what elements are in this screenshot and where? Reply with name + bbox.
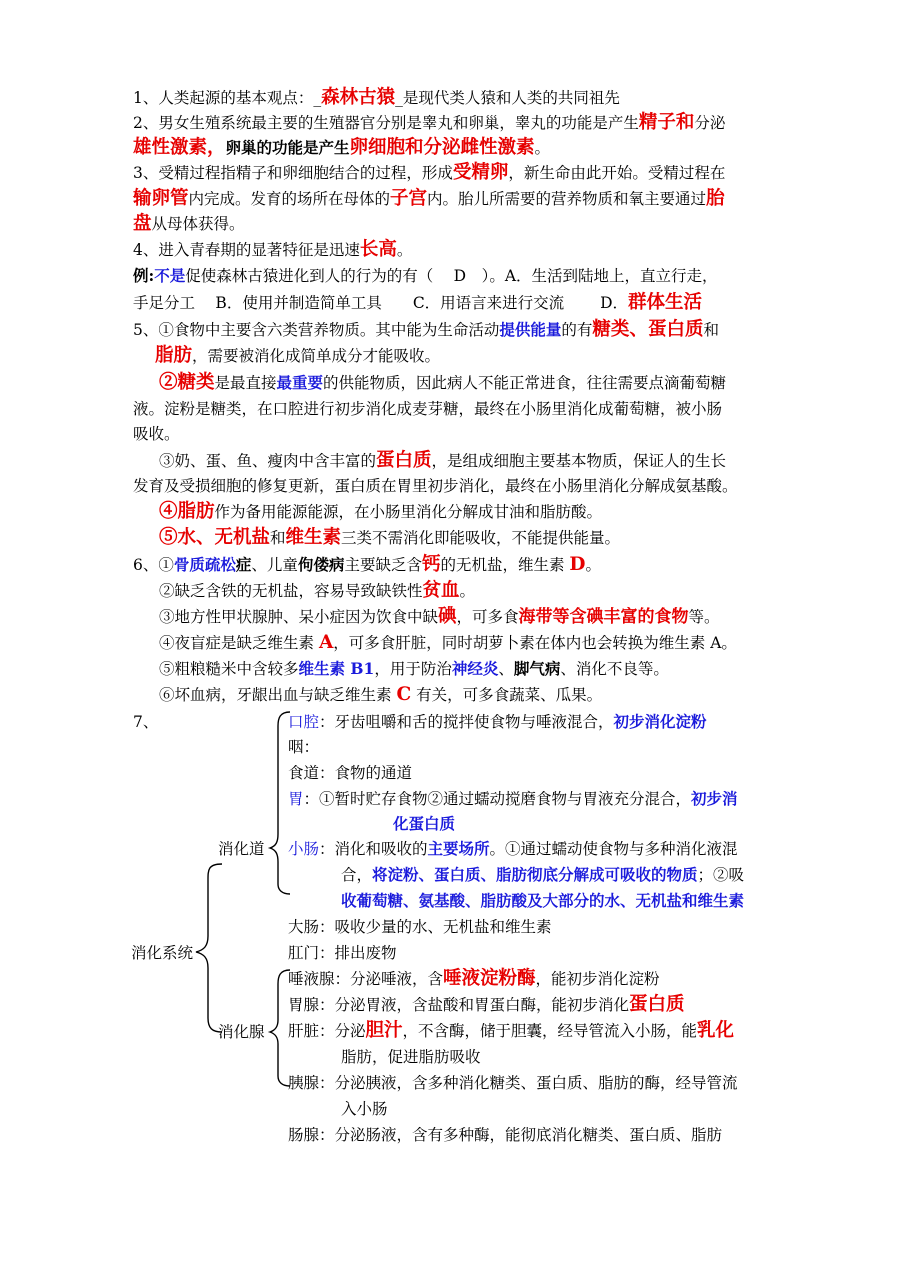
- item-pharynx: 咽：: [288, 738, 320, 756]
- line-q5-4: 液。淀粉是糖类，在口腔进行初步消化成麦芽糖，最终在小肠里消化成葡萄糖，被小肠: [133, 400, 723, 418]
- item-anus: 肛门：排出废物: [288, 944, 397, 962]
- line-q4: 4、进入青春期的显著特征是迅速长高。: [133, 239, 413, 260]
- label-digestive-glands: 消化腺: [218, 1023, 265, 1041]
- answer-ancestor: 森林古猿: [321, 87, 396, 108]
- item-stomach: 胃：①暂时贮存食物②通过蠕动搅磨食物与胃液充分混合，初步消: [288, 789, 738, 808]
- item-mouth: 口腔：牙齿咀嚼和舌的搅拌使食物与唾液混合，初步消化淀粉: [288, 712, 707, 731]
- item-liver: 肝脏：分泌胆汁，不含酶，储于胆囊，经导管流入小肠，能乳化: [288, 1020, 735, 1041]
- item-liver-2: 脂肪，促进脂肪吸收: [341, 1048, 481, 1066]
- line-q5-1: 5、①食物中主要含六类营养物质。其中能为生命活动提供能量的有糖类、蛋白质和: [133, 319, 719, 340]
- line-q3c: 盘从母体获得。: [133, 213, 245, 234]
- line-example-a: 例:不是促使森林古猿进化到人的行为的有（ D ）。A．生活到陆地上，直立行走，: [133, 266, 718, 285]
- line-q5-9: ⑤水、无机盐和维生素三类不需消化即能吸收，不能提供能量。: [159, 527, 621, 548]
- line-q6-5: ⑤粗粮糙米中含较多维生素 B1，用于防治神经炎、脚气病、消化不良等。: [159, 659, 669, 678]
- q7-number: 7、: [133, 713, 159, 731]
- item-stomach-cont: 化蛋白质: [393, 814, 456, 833]
- line-q6-6: ⑥坏血病，牙龈出血与缺乏维生素 C 有关，可多食蔬菜、瓜果。: [159, 684, 603, 705]
- line-q5-7: 发育及受损细胞的修复更新，蛋白质在胃里初步消化，最终在小肠里消化分解成氨基酸。: [133, 477, 738, 495]
- line-q5-6: ③奶、蛋、鱼、瘦肉中含丰富的蛋白质，是组成细胞主要基本物质，保证人的生长: [159, 450, 727, 471]
- line-q6-1: 6、①骨质疏松症、儿童佝偻病主要缺乏含钙的无机盐，维生素 D。: [133, 554, 601, 575]
- line-q5-8: ④脂肪作为备用能源能源，在小肠里消化分解成甘油和脂肪酸。: [159, 501, 603, 522]
- brace-glands: [270, 970, 290, 1086]
- line-q6-3: ③地方性甲状腺肿、呆小症因为饮食中缺碘，可多食海带等含碘丰富的食物等。: [159, 606, 720, 627]
- label-digestive-system: 消化系统: [131, 944, 194, 962]
- line-example-b: 手足分工 B．使用并制造简单工具 C．用语言来进行交流 D．群体生活: [133, 292, 703, 313]
- item-gastric-gland: 胃腺：分泌胃液，含盐酸和胃蛋白酶，能初步消化蛋白质: [288, 994, 685, 1015]
- item-large-intestine: 大肠：吸收少量的水、无机盐和维生素: [288, 918, 552, 936]
- item-small-intestine-3: 收葡萄糖、氨基酸、脂肪酸及大部分的水、无机盐和维生素: [341, 891, 745, 910]
- item-intestinal-gland: 肠腺：分泌肠液，含有多种酶，能彻底消化糖类、蛋白质、脂肪: [288, 1126, 723, 1144]
- item-salivary-gland: 唾液腺：分泌唾液，含唾液淀粉酶，能初步消化淀粉: [288, 968, 660, 989]
- line-q2b: 雄性激素，卵巢的功能是产生卵细胞和分泌雌性激素。: [133, 137, 551, 158]
- item-small-intestine-2: 合，将淀粉、蛋白质、脂肪彻底分解成可吸收的物质；②吸: [341, 865, 745, 884]
- brace-tract: [270, 712, 290, 894]
- line-q2a: 2、男女生殖系统最主要的生殖器官分别是睾丸和卵巢，睾丸的功能是产生精子和分泌: [133, 112, 726, 133]
- line-q5-2: 脂肪，需要被消化成简单成分才能吸收。: [155, 345, 441, 366]
- label-digestive-tract: 消化道: [218, 840, 265, 858]
- item-pancreas: 胰腺：分泌胰液，含多种消化糖类、蛋白质、脂肪的酶，经导管流: [288, 1074, 738, 1092]
- line-q3a: 3、受精过程指精子和卵细胞结合的过程，形成受精卵，新生命由此开始。受精过程在: [133, 162, 726, 183]
- line-q1: 1、人类起源的基本观点：_森林古猿_是现代类人猿和人类的共同祖先: [133, 87, 620, 108]
- brace-system: [196, 864, 222, 1032]
- line-q6-4: ④夜盲症是缺乏维生素 A，可多食肝脏，同时胡萝卜素在体内也会转换为维生素 A。: [159, 632, 737, 653]
- line-q5-5: 吸收。: [133, 425, 180, 443]
- line-q6-2: ②缺乏含铁的无机盐，容易导致缺铁性贫血。: [159, 580, 476, 601]
- item-pancreas-2: 入小肠: [341, 1100, 388, 1118]
- line-q3b: 输卵管内完成。发育的场所在母体的子宫内。胎儿所需要的营养物质和氧主要通过胎: [133, 188, 725, 209]
- line-q5-3: ②糖类是最直接最重要的供能物质，因此病人不能正常进食，往往需要点滴葡萄糖: [159, 372, 727, 393]
- item-esophagus: 食道：食物的通道: [288, 764, 413, 782]
- item-small-intestine: 小肠：消化和吸收的主要场所。①通过蠕动使食物与多种消化液混: [288, 839, 738, 858]
